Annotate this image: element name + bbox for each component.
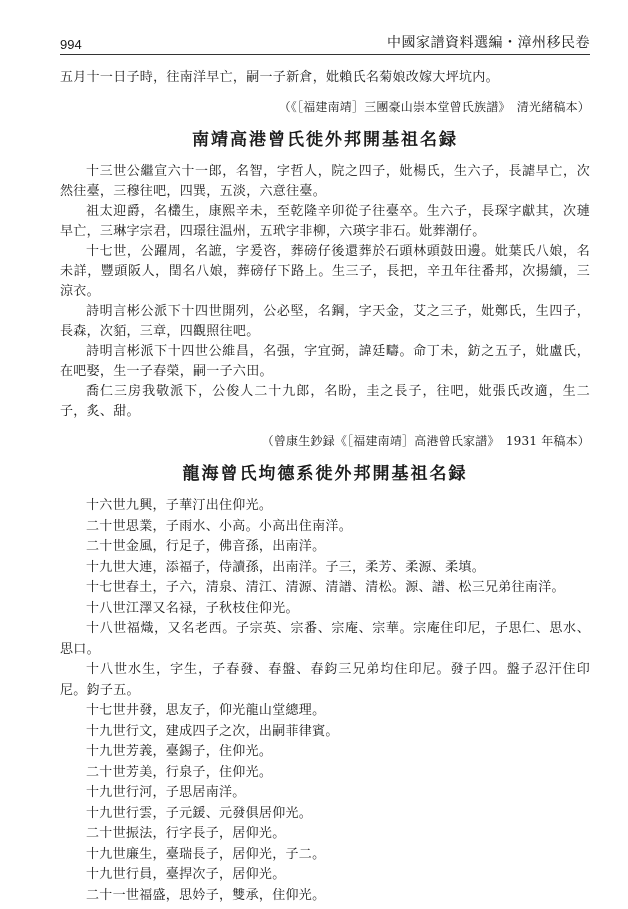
list-item: 二十世芳美，行泉子，住仰光。: [86, 764, 273, 780]
list-item: 十八世江澤又名禄，子秋枝住仰光。: [86, 600, 299, 616]
header-rule: [60, 54, 590, 55]
list-item: 二十世振法，行字長子，居仰光。: [86, 826, 286, 841]
section-title: 龍海曾氏坸德系徙外邦開基祖名録: [182, 464, 468, 484]
paragraph: 喬仁三房我敬派下，公俊人二十九郎，名盼，圭之長子，往吧，妣張氏改適，生二子，炙、甜。: [60, 384, 590, 419]
list-item: 十九世行員，臺捍次子，居仰光。: [86, 867, 286, 882]
paragraph: 十三世公繼宣六十一郎，名智，字哲人，院之四子，妣楊氏，生六子，長謔早亡，次然往臺，三穆往吧，四巽，五淡，六意往臺。: [60, 164, 590, 199]
paragraph: 詩明言彬公派下十四世開列，公必堅，名鋼，字天金，艾之三子，妣鄭氏，生四子，長森，次貊，三章，四觀照往吧。: [60, 304, 590, 339]
list-item: 十九世行河，子思居南洋。: [86, 785, 246, 800]
list-item: 十七世井發，思友子，仰光龍山堂總理。: [86, 703, 326, 718]
continued-paragraph: 五月十一日子時，往南洋早亡，嗣一子新倉，妣賴氏名菊娘改嫁大坪坑内。: [60, 70, 499, 85]
entry-list: [60, 496, 590, 906]
source-citation: （《［福建南靖］三團豪山崇本堂曾氏族譜》 清光緒稿本）: [278, 100, 590, 114]
section-body: [60, 162, 590, 422]
page-body: [60, 64, 590, 906]
list-item: 十八世福熾，又名老西。子宗英、宗番、宗庵、宗華。宗庵住印尼，子思仁、思水、思口。: [60, 621, 590, 657]
paragraph: 祖太迎爵，名欉生，康熙辛未，至乾隆辛卯從子往臺卒。生六子，長琛字獻其，次璉早亡，三琳字宗君，四璟往温州，五玳字非柳，六瑛字非石。妣葬潮仔。: [60, 204, 590, 239]
list-item: 二十一世福盛，思妗子，雙承，住仰光。: [86, 887, 326, 903]
paragraph: 十七世，公躍周，名謶，字爰咨，葬磅仔後還葬於石頭林頭鼓田邊。妣葉氏八娘，名未詳，豐頭阪人，閏名八娘，葬磅仔下路上。生三子，長把，辛丑年往番邦，次揚續，三涼衣。: [60, 244, 590, 299]
list-item: 十九世廉生，臺瑞長子，居仰光，子二。: [86, 846, 326, 862]
list-item: 二十世思業，子雨水、小高。小高出住南洋。: [86, 518, 353, 534]
list-item: 十六世九興，子華汀出住仰光。: [86, 498, 273, 513]
list-item: 十七世春土，子六，清泉、清江、清源、清譜、清松。源、譜、松三兄弟往南洋。: [86, 580, 565, 595]
list-item: 十八世水生，字生，子春發、春盤、春鈞三兄弟均住印尼。發子四。盤子忍汗住印尼。鈞子五。: [60, 662, 590, 698]
list-item: 十九世芳義，臺錫子，住仰光。: [86, 744, 273, 759]
list-item: 十九世大連，添福子，侍讀孫，出南洋。子三，柔芳、柔源、柔填。: [86, 559, 486, 575]
running-title: 中國家譜資料選編・漳州移民卷: [387, 35, 590, 51]
list-item: 十九世行文，建成四子之次，出嗣菲律賓。: [86, 723, 339, 739]
page-number: 994: [60, 37, 82, 52]
list-item: 十九世行雲，子元鍰、元發俱居仰光。: [86, 805, 313, 821]
paragraph: 詩明言彬派下十四世公維昌，名强，字宜弼，諱廷疇。命丁未，鈁之五子，妣盧氏，在吧娶，生一子春榮，嗣一子六田。: [60, 344, 590, 379]
page-header: [60, 30, 590, 52]
list-item: 二十世金風，行足子，佛音孫，出南洋。: [86, 539, 326, 554]
section-title: 南靖高港曾氏徙外邦開基祖名録: [192, 130, 458, 150]
source-citation: （曾康生鈔録《［福建南靖］高港曾氏家譜》 1931 年稿本）: [261, 434, 590, 448]
